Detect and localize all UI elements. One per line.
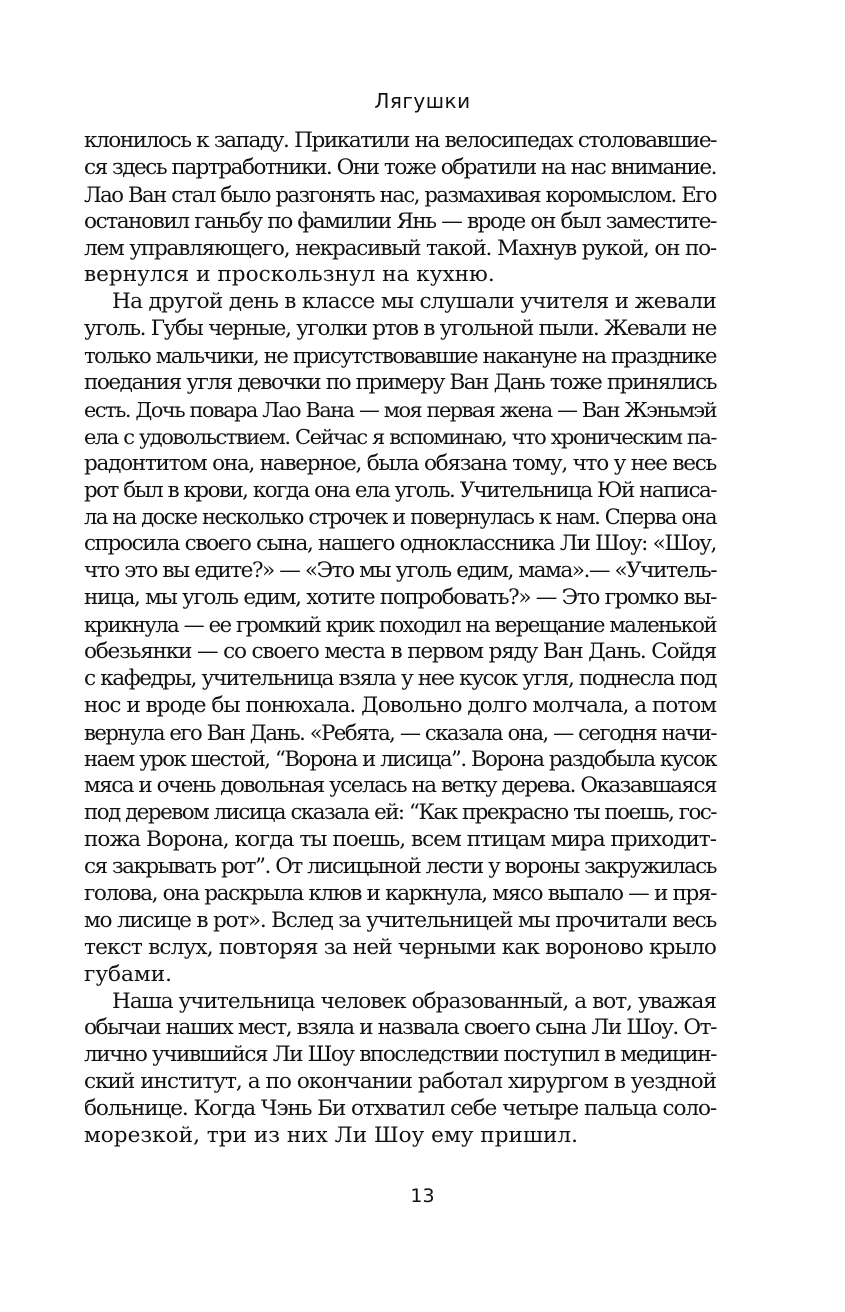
- text-line: Лао Ван стал было разгонять нас, размахивая коромыслом. Его: [84, 181, 716, 207]
- paragraph: [84, 289, 716, 988]
- text-line: есть. Дочь повара Лао Вана — моя первая жена — Ван Жэньмэй: [84, 397, 716, 422]
- text-line: уголь. Губы черные, уголки ртов в угольной пыли. Жевали не: [84, 316, 716, 342]
- text-line: морезкой, три из них Ли Шоу ему пришил.: [84, 1122, 578, 1148]
- paragraph: [84, 989, 716, 1150]
- text-line: под деревом лисица сказала ей: “Как прекрасно ты поешь, гос-: [84, 800, 716, 826]
- text-line: пожа Ворона, когда ты поешь, всем птицам мира приходит-: [84, 827, 716, 853]
- text-line: ла на доске несколько строчек и повернулась к нам. Сперва она: [84, 505, 716, 530]
- page-number: 13: [410, 1185, 435, 1207]
- running-head: Лягушки: [374, 89, 471, 113]
- text-line: ский институт, а по окончании работал хирургом в уездной: [84, 1069, 716, 1095]
- text-line: губами.: [84, 961, 172, 987]
- text-line: лично учившийся Ли Шоу впоследствии поступил в медицин-: [84, 1042, 716, 1068]
- text-line: спросила своего сына, нашего одноклассника Ли Шоу: «Шоу,: [84, 531, 716, 557]
- text-line: обычаи наших мест, взяла и назвала своего сына Ли Шоу. От-: [84, 1015, 716, 1041]
- text-line: поедания угля девочки по примеру Ван Дань тоже принялись: [84, 370, 716, 396]
- text-line: крикнула — ее громкий крик походил на верещание маленькой: [84, 612, 716, 638]
- text-line: Наша учительница человек образованный, а вот, уважая: [112, 988, 716, 1014]
- text-line: текст вслух, повторяя за ней черными как вороново крыло: [84, 934, 716, 960]
- text-line: мо лисице в рот». Вслед за учительницей мы прочитали весь: [84, 907, 716, 933]
- body-text: [84, 128, 716, 1150]
- text-line: вернула его Ван Дань. «Ребята, — сказала она, — сегодня начи-: [84, 719, 716, 745]
- paragraph: [84, 128, 716, 289]
- text-line: голова, она раскрыла клюв и каркнула, мясо выпало — и пря-: [84, 880, 716, 906]
- text-line: клонилось к западу. Прикатили на велосипедах столовавшие-: [84, 128, 716, 153]
- text-line: что это вы едите?» — «Это мы уголь едим, мама».— «Учитель-: [84, 558, 716, 584]
- text-line: ела с удовольствием. Сейчас я вспоминаю, что хроническим па-: [84, 424, 716, 449]
- text-line: На другой день в классе мы слушали учителя и жевали: [112, 289, 716, 315]
- text-line: вернулся и проскользнул на кухню.: [84, 262, 495, 288]
- text-line: обезьянки — со своего места в первом ряду Ван Дань. Сойдя: [84, 638, 716, 664]
- text-line: лем управляющего, некрасивый такой. Махнув рукой, он по-: [84, 235, 716, 261]
- text-line: ся закрывать рот”. От лисицыной лести у вороны закружилась: [84, 854, 716, 880]
- text-line: остановил ганьбу по фамилии Янь — вроде он был заместите-: [84, 208, 716, 234]
- text-line: с кафедры, учительница взяла у нее кусок угля, поднесла под: [84, 665, 716, 691]
- text-line: ся здесь партработники. Они тоже обратили на нас внимание.: [84, 154, 716, 180]
- text-line: наем урок шестой, “Ворона и лисица”. Ворона раздобыла кусок: [84, 746, 716, 772]
- text-line: больнице. Когда Чэнь Би отхватил себе четыре пальца соло-: [84, 1096, 716, 1122]
- text-line: нос и вроде бы понюхала. Довольно долго молчала, а потом: [84, 692, 716, 718]
- text-line: ница, мы уголь едим, хотите попробовать?» — Это громко вы-: [84, 585, 716, 611]
- text-line: только мальчики, не присутствовавшие накануне на празднике: [84, 343, 716, 369]
- text-line: рот был в крови, когда она ела уголь. Учительница Юй написа-: [84, 477, 716, 503]
- text-line: радонтитом она, наверное, была обязана тому, что у нее весь: [84, 450, 716, 476]
- text-line: мяса и очень довольная уселась на ветку дерева. Оказавшаяся: [84, 773, 716, 799]
